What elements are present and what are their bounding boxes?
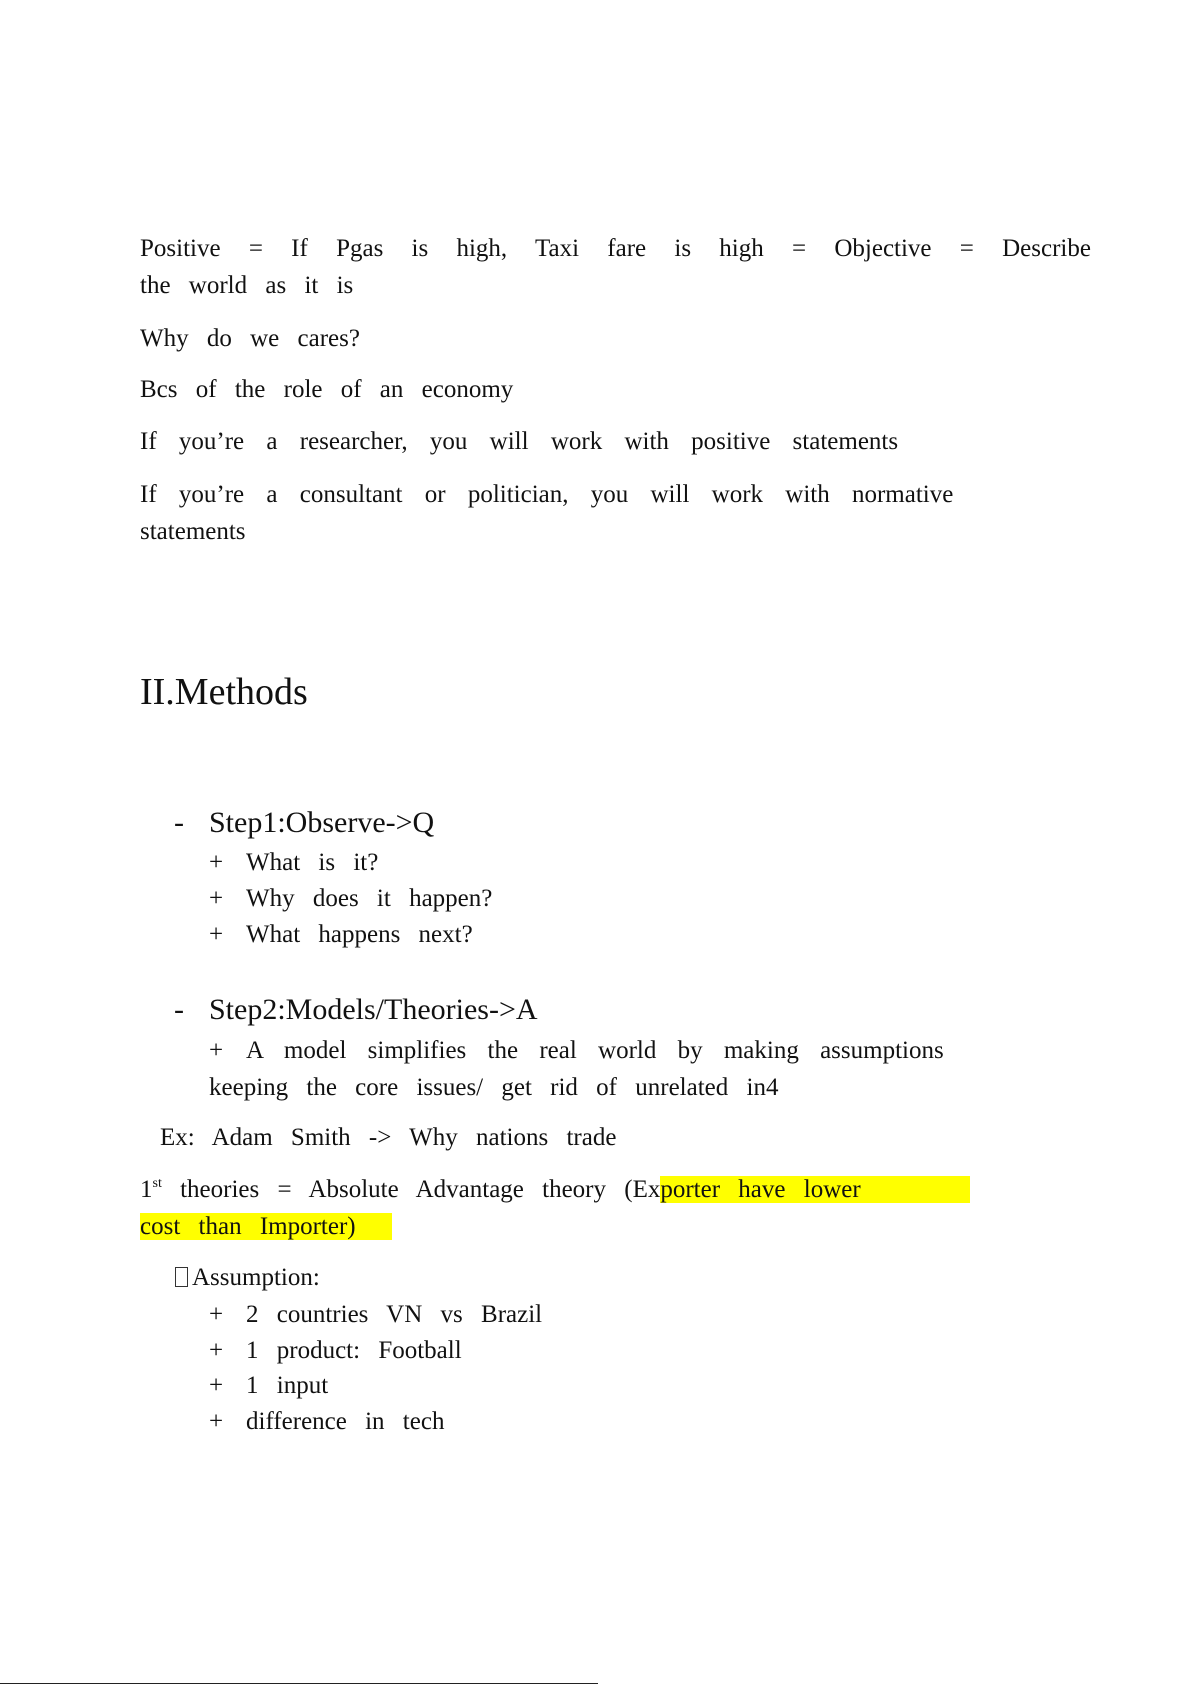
researcher-line: If you’re a researcher, you will work with positive statements [140, 428, 899, 455]
theory-ordinal-suffix: st [152, 1176, 162, 1191]
theory-line-1 [140, 1177, 970, 1202]
step2-title: Step2:Models/Theories->A [209, 993, 538, 1026]
box-glyph-icon [175, 1267, 188, 1287]
step1-bullet-3: What happens next? [246, 921, 473, 948]
plus-icon: + [209, 1372, 224, 1399]
assumption-bullet-4: difference in tech [246, 1408, 445, 1435]
theory-plain-text: theories = Absolute Advantage theory (Ex [161, 1176, 661, 1203]
plus-icon: + [209, 1408, 224, 1435]
theory-line-2 [140, 1214, 392, 1239]
step1-bullet-2: Why does it happen? [246, 885, 493, 912]
plus-icon: + [209, 1301, 224, 1328]
plus-icon: + [209, 921, 224, 948]
why-care-question: Why do we cares? [140, 325, 360, 352]
step2-dash: - [174, 993, 184, 1026]
example-line: Ex: Adam Smith -> Why nations trade [160, 1124, 617, 1151]
step1-dash: - [174, 806, 184, 839]
step2-bullet-line-1: A model simplifies the real world by making assumptions [246, 1037, 944, 1064]
plus-icon: + [209, 1337, 224, 1364]
assumption-bullet-1: 2 countries VN vs Brazil [246, 1301, 543, 1328]
highlighted-text-2: cost than Importer) [140, 1213, 393, 1240]
step1-bullet-1: What is it? [246, 849, 379, 876]
plus-icon: + [209, 885, 224, 912]
plus-icon: + [209, 849, 224, 876]
assumption-bullet-2: 1 product: Football [246, 1337, 462, 1364]
consultant-line-1: If you’re a consultant or politician, you will work with normative [140, 481, 954, 508]
section-heading-methods: II.Methods [140, 671, 308, 713]
highlighted-text-1: porter have lower [660, 1176, 971, 1203]
step1-title: Step1:Observe->Q [209, 806, 435, 839]
step2-bullet-line-2: keeping the core issues/ get rid of unrelated in4 [209, 1074, 779, 1101]
assumption-label: Assumption: [192, 1264, 320, 1291]
positive-definition-line-2: the world as it is [140, 272, 354, 299]
assumption-heading [175, 1265, 320, 1290]
theory-ordinal: 1 [140, 1176, 153, 1203]
consultant-line-2: statements [140, 518, 246, 545]
footnote-divider [0, 1683, 598, 1684]
positive-definition-line-1: Positive = If Pgas is high, Taxi fare is high = Objective = Describe [140, 235, 1091, 262]
assumption-bullet-3: 1 input [246, 1372, 329, 1399]
plus-icon: + [209, 1037, 224, 1064]
role-of-economy-line: Bcs of the role of an economy [140, 376, 514, 403]
